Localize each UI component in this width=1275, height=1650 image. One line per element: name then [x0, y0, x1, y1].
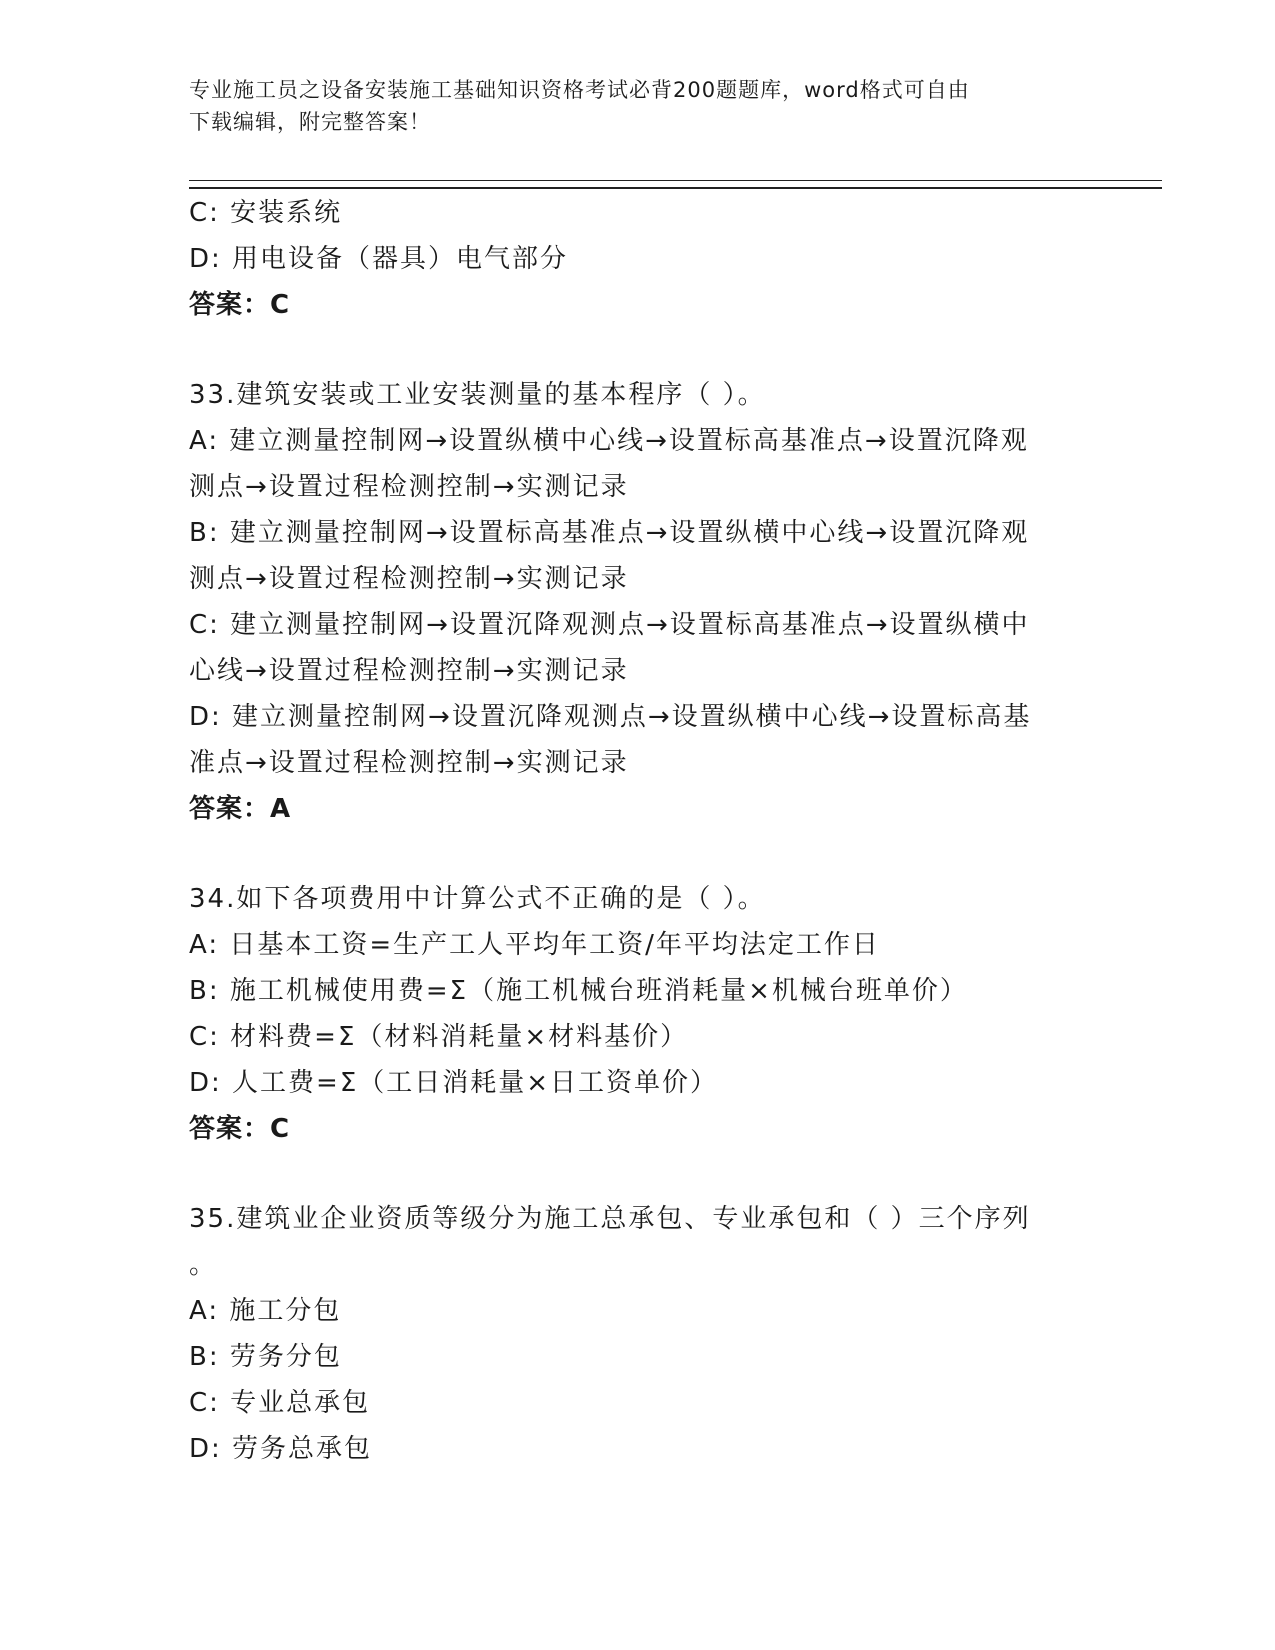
header-divider — [189, 180, 1162, 189]
option-a-line-2: 测点→设置过程检测控制→实测记录 — [189, 472, 629, 502]
answer-line: 答案：A — [189, 794, 292, 824]
spacer — [189, 1152, 1089, 1196]
question-list — [189, 190, 1089, 1472]
option-c-line-2: 心线→设置过程检测控制→实测记录 — [189, 656, 629, 686]
option-a-line-1: A: 建立测量控制网→设置纵横中心线→设置标高基准点→设置沉降观 — [189, 426, 1029, 456]
option-c: C: 专业总承包 — [189, 1388, 371, 1418]
option-c: C: 材料费=Σ（材料消耗量×材料基价） — [189, 1022, 689, 1052]
spacer — [189, 328, 1089, 372]
option-c: C: 安装系统 — [189, 198, 343, 228]
question-stem-line-2: 。 — [189, 1250, 218, 1280]
option-d-line-2: 准点→设置过程检测控制→实测记录 — [189, 748, 629, 778]
option-d: D: 劳务总承包 — [189, 1434, 373, 1464]
option-a: A: 日基本工资=生产工人平均年工资/年平均法定工作日 — [189, 930, 880, 960]
question-stem: 34.如下各项费用中计算公式不正确的是（ ）。 — [189, 884, 766, 914]
option-d: D: 用电设备（器具）电气部分 — [189, 244, 569, 274]
option-b-line-2: 测点→设置过程检测控制→实测记录 — [189, 564, 629, 594]
option-b: B: 劳务分包 — [189, 1342, 342, 1372]
question-stem: 33.建筑安装或工业安装测量的基本程序（ ）。 — [189, 380, 766, 410]
document-header — [189, 74, 1089, 138]
header-title-line-1: 专业施工员之设备安装施工基础知识资格考试必背200题题库，word格式可自由 — [189, 78, 970, 102]
answer-line: 答案：C — [189, 1114, 291, 1144]
option-b: B: 施工机械使用费=Σ（施工机械台班消耗量×机械台班单价） — [189, 976, 968, 1006]
question-35 — [189, 1196, 1089, 1472]
option-a: A: 施工分包 — [189, 1296, 342, 1326]
spacer — [189, 832, 1089, 876]
option-d-line-1: D: 建立测量控制网→设置沉降观测点→设置纵横中心线→设置标高基 — [189, 702, 1032, 732]
question-34 — [189, 876, 1089, 1152]
option-c-line-1: C: 建立测量控制网→设置沉降观测点→设置标高基准点→设置纵横中 — [189, 610, 1030, 640]
question-33 — [189, 372, 1089, 832]
option-b-line-1: B: 建立测量控制网→设置标高基准点→设置纵横中心线→设置沉降观 — [189, 518, 1030, 548]
answer-line: 答案：C — [189, 290, 291, 320]
question-stem-line-1: 35.建筑业企业资质等级分为施工总承包、专业承包和（ ）三个序列 — [189, 1204, 1031, 1234]
question-32 — [189, 190, 1089, 328]
option-d: D: 人工费=Σ（工日消耗量×日工资单价） — [189, 1068, 719, 1098]
header-title-line-2: 下载编辑，附完整答案！ — [189, 110, 431, 134]
